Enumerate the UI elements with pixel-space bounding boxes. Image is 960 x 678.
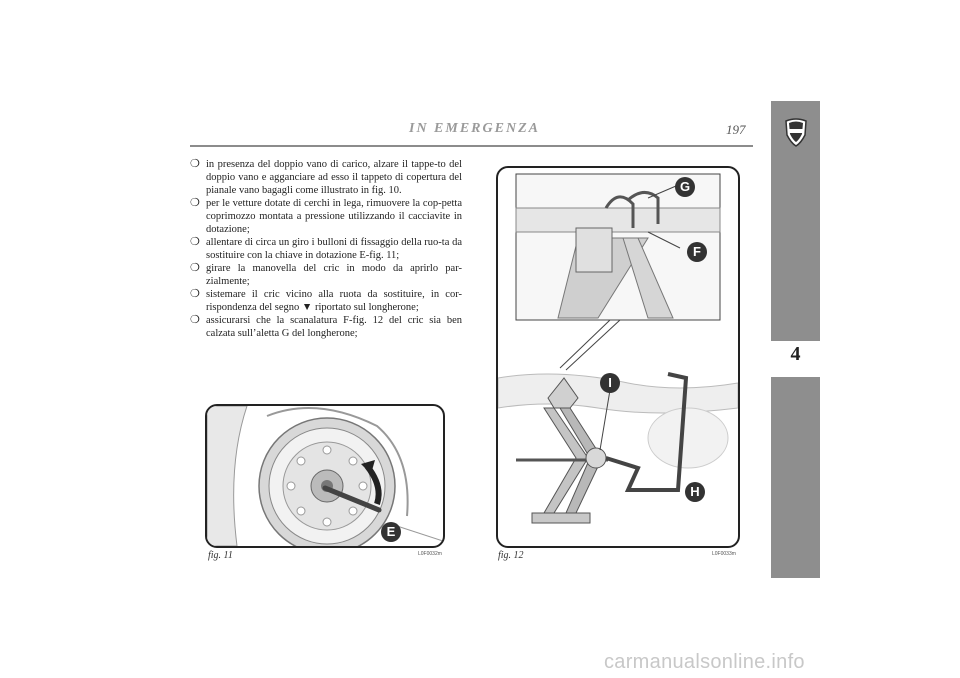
list-item: ❍ in presenza del doppio vano di carico, alzare il tappe-to del doppio vano e agganciare ad esso il tappeto di copertura del pianale vano bagagli come illustrato in fig. 10. xyxy=(190,158,462,196)
figure-12-code: L0F0033m xyxy=(712,551,736,557)
list-item: ❍ assicurarsi che la scanalatura F-fig. 12 del cric sia ben calzata sull’aletta G del longherone; xyxy=(190,314,462,339)
list-item: ❍ per le vetture dotate di cerchi in lega, rimuovere la cop-petta coprimozzo montata a pressione utilizzando il cacciavite in dotazione; xyxy=(190,197,462,235)
marker-i: I xyxy=(600,373,620,393)
list-item: ❍ girare la manovella del cric in modo da aprirlo par-zialmente; xyxy=(190,262,462,287)
figure-12-jack xyxy=(496,166,740,548)
instruction-list xyxy=(190,158,462,340)
bullet-icon: ❍ xyxy=(190,158,200,170)
bullet-icon: ❍ xyxy=(190,288,200,300)
page-number: 197 xyxy=(726,122,746,137)
list-item: ❍ allentare di circa un giro i bulloni di fissaggio della ruo-ta da sostituire con la chiave in dotazione E-fig. 11; xyxy=(190,236,462,261)
bullet-icon: ❍ xyxy=(190,314,200,326)
figure-11-code: L0F0032m xyxy=(418,551,442,557)
section-title: IN EMERGENZA xyxy=(409,121,540,136)
bullet-icon: ❍ xyxy=(190,262,200,274)
bullet-icon: ❍ xyxy=(190,197,200,209)
marker-f: F xyxy=(687,242,707,262)
figure-12-caption: fig. 12 xyxy=(498,550,524,561)
chapter-side-tab xyxy=(771,101,820,578)
figure-11-caption: fig. 11 xyxy=(208,550,233,561)
marker-e: E xyxy=(381,522,401,542)
marker-h: H xyxy=(685,482,705,502)
watermark: carmanualsonline.info xyxy=(604,651,805,673)
wheel-illustration xyxy=(207,406,443,546)
figure-11-wheel-wrench xyxy=(205,404,445,548)
bullet-icon: ❍ xyxy=(190,236,200,248)
chapter-number: 4 xyxy=(790,343,801,365)
lancia-shield-icon xyxy=(783,117,809,147)
marker-g: G xyxy=(675,177,695,197)
list-item: ❍ sistemare il cric vicino alla ruota da sostituire, in cor-rispondenza del segno ▼ riportato sul longherone; xyxy=(190,288,462,313)
header-divider xyxy=(190,145,753,147)
